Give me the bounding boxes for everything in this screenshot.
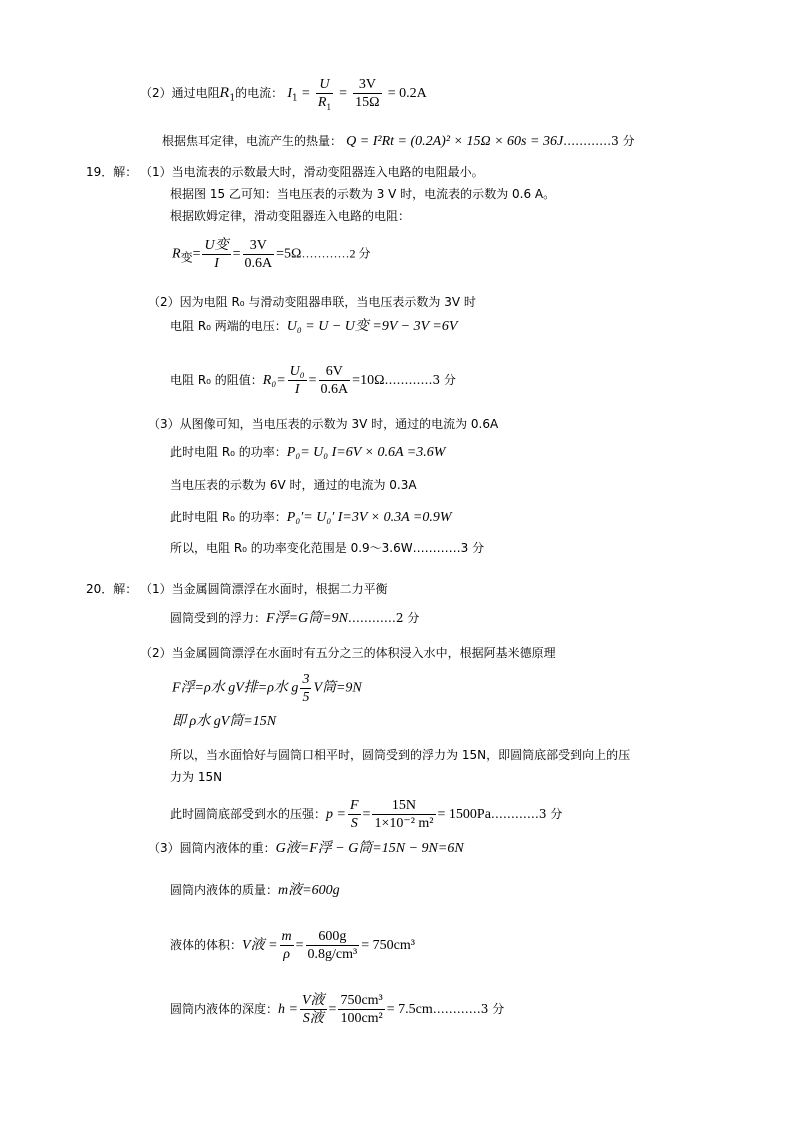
q20-p2-line2-eq-a: F浮=ρ水 gV排=ρ水 g (172, 680, 299, 696)
q20-p2-line6-label: 此时圆筒底部受到水的压强： (170, 807, 327, 821)
frac-den: 100cm² (340, 1011, 383, 1026)
q20-p1-line1: （1）当金属圆筒漂浮在水面时，根据二力平衡 (140, 582, 388, 596)
q19-p3-line2 (170, 444, 445, 461)
q19-p1-line3: 根据欧姆定律，滑动变阻器连入电路的电阻： (170, 209, 411, 223)
q19-p3-line2-label: 此时电阻 R₀ 的功率： (170, 445, 287, 459)
q19-p3-line2-equation: P₀= U₀ I=6V × 0.6A =3.6W (286, 445, 446, 460)
q20-p3-line4-result: = 7.5cm (386, 1002, 433, 1017)
h-symbol: h = (278, 1002, 298, 1017)
frac-den: S (350, 816, 358, 831)
frac-num: 3V (243, 237, 275, 255)
frac-num: 3 (302, 672, 310, 687)
q19-p2-line2-equation: U₀ = U − U变 =9V − 3V =6V (286, 319, 458, 334)
q19-p3-line1: （3）从图像可知，当电压表的示数为 3V 时，通过的电流为 0.6A (148, 417, 499, 431)
r-symbol: R (172, 246, 181, 262)
frac-den: 0.6A (244, 256, 273, 271)
fraction-v-over-s (300, 992, 327, 1027)
frac-den: 5 (302, 690, 310, 705)
frac-den: R (317, 95, 327, 110)
q18-p2-label: （2）通过电阻 (140, 86, 220, 100)
score-mark: …………3 分 (384, 373, 456, 387)
q20-p1-line2-label: 圆筒受到的浮力： (170, 611, 267, 625)
fraction-m-over-rho (280, 928, 294, 963)
fraction-6v-over-06a (319, 363, 351, 398)
r0-symbol: R₀= (262, 373, 286, 388)
q20-p3-line3: 液体的体积：V液 = $\frac{m}{\rho}$ = $\frac{600g}{\text{0.8g/cm³}}$ = 750cm³ (170, 929, 415, 962)
q20-p2-line6: 此时圆筒底部受到水的压强：p = $\frac{F}{S}$ = $\frac{15N}{\text{1×10⁻² m²}}$ = 1500Pa…………3 分 (170, 798, 563, 831)
q19-p2-line1: （2）因为电阻 R₀ 与滑动变阻器串联，当电压表示数为 3V 时 (148, 295, 476, 309)
q20-p2-line3: 即 ρ水 gV筒=15N (172, 714, 277, 729)
fraction-u-over-r1 (316, 76, 333, 111)
frac-num: U变 (204, 238, 229, 253)
score-mark: …………3 分 (432, 1002, 505, 1016)
q18-p2-label-tail: 的电流： (235, 86, 284, 100)
score-mark: …………2 分 (301, 246, 371, 261)
q20-p2-line1: （2）当金属圆筒漂浮在水面时有五分之三的体积浸入水中，根据阿基米德原理 (140, 646, 556, 660)
frac-den: S液 (302, 1011, 324, 1026)
q20-p1-line2 (170, 610, 419, 627)
fraction-600g-over-density (306, 928, 360, 963)
q20-p2-line2-eq-b: V筒=9N (313, 680, 362, 696)
q19-p2-line3-result: =10Ω (352, 373, 385, 388)
i1-sub: 1 (292, 93, 298, 104)
q19-p1-line2: 根据图 15 乙可知：当电压表的示数为 3 V 时，电流表的示数为 0.6 A。 (170, 187, 556, 201)
score-mark: …………3 分 (563, 134, 635, 148)
q19-p1-line1: （1）当电流表的示数最大时，滑动变阻器连入电路的电阻最小。 (140, 165, 484, 179)
q18-joule-line (162, 133, 635, 150)
frac-num: V液 (301, 993, 325, 1008)
q20-p2-line2 (172, 671, 362, 706)
frac-num: 750cm³ (340, 993, 383, 1008)
frac-den: 1×10⁻² m² (374, 816, 434, 831)
frac-num: U₀ (289, 364, 305, 379)
q19-p2-line3: 电阻 R₀ 的阻值：R₀= $\frac{\text{U₀}}{I}$ = $\frac{6V}{0.6A}$ =10Ω…………3 分 (170, 364, 456, 397)
q19-p3-line4-equation: P₀′= U₀′ I=3V × 0.3A =0.9W (286, 510, 452, 525)
q18-p2-result: = 0.2A (387, 86, 427, 101)
frac-den-sub: 1 (326, 101, 331, 112)
frac-den: 0.6A (320, 382, 349, 397)
q18-p2-line: （2）通过电阻$R_1$的电流： $I_1$ = $\frac{U}{R_1}$ = $\frac{3V}{15\Omega}$ = 0.2A (140, 77, 427, 112)
r1-symbol: R (219, 86, 230, 101)
q19-p3-line5: 所以，电阻 R₀ 的功率变化范围是 0.9～3.6W…………3 分 (170, 541, 485, 555)
frac-num: 600g (306, 928, 360, 946)
q19-p3-line4 (170, 509, 452, 526)
q20-p2-line6-result: = 1500Pa (437, 807, 491, 822)
frac-den: 15Ω (355, 95, 380, 110)
frac-num: 15N (372, 797, 435, 815)
q20-p3-line3-label: 液体的体积： (170, 938, 243, 952)
q19-p2-line2 (170, 318, 457, 335)
q20-p3-line2-label: 圆筒内液体的质量： (170, 883, 279, 897)
q20-p1-line2-equation: F浮=G筒=9N (266, 611, 348, 626)
q20-number: 20．解： (86, 582, 138, 596)
q20-p3-line1 (148, 840, 464, 857)
score-mark: …………2 分 (347, 611, 420, 625)
r1-sub: 1 (229, 93, 236, 104)
q19-p2-line3-label: 电阻 R₀ 的阻值： (170, 373, 263, 387)
q19-number: 19．解： (86, 165, 138, 179)
fraction-3v-over-06a (243, 237, 275, 272)
q20-p3-line3-result: = 750cm³ (361, 938, 415, 953)
v-symbol: V液 = (242, 938, 278, 953)
frac-num: F (349, 798, 359, 813)
q18-joule-label: 根据焦耳定律，电流产生的热量： (162, 134, 343, 148)
q20-p2-line4: 所以，当水面恰好与圆筒口相平时，圆筒受到的浮力为 15N，即圆筒底部受到向上的压 (170, 748, 631, 762)
q20-p3-line1-label: （3）圆筒内液体的重： (148, 841, 276, 855)
frac-num: 3V (353, 76, 381, 94)
q19-p2-line2-label: 电阻 R₀ 两端的电压： (170, 319, 287, 333)
fraction-15n-over-area (372, 797, 435, 832)
frac-num: U (316, 76, 333, 94)
p-symbol: p = (326, 807, 346, 822)
q19-p1-result: =5Ω (276, 246, 302, 262)
frac-den: I (214, 256, 219, 271)
q20-p3-line1-equation: G液=F浮 − G筒=15N − 9N=6N (275, 841, 464, 856)
r-sub: 变 (180, 250, 193, 265)
q19-p1-equation: $R_变=$ $\frac{\text{U变}}{I}$ = $\frac{3V}{0.6A}$ =5Ω…………2 分 (172, 238, 371, 271)
i1-symbol: I (287, 86, 292, 101)
q19-p3-line3: 当电压表的示数为 6V 时，通过的电流为 0.3A (170, 478, 417, 492)
frac-den: ρ (283, 947, 290, 962)
fraction-f-over-s (348, 797, 361, 832)
frac-num: 6V (319, 363, 351, 381)
q18-joule-equation: Q = I²Rt = (0.2A)² × 15Ω × 60s = 36J (346, 134, 564, 149)
fraction-u-over-i (202, 237, 230, 272)
q20-p3-line4-label: 圆筒内液体的深度： (170, 1002, 279, 1016)
frac-num: m (281, 929, 292, 944)
fraction-3v-over-15ohm (353, 76, 381, 111)
fraction-3-over-5 (300, 671, 311, 706)
score-mark: …………3 分 (490, 807, 563, 821)
q20-p3-line2-equation: m液=600g (278, 883, 340, 898)
fraction-u0-over-i (288, 363, 307, 398)
q20-p3-line4: 圆筒内液体的深度：h = $\frac{\text{V液}}{\text{S液}}$ = $\frac{\text{750cm³}}{\text{100cm²}}$ = 7.5cm…………3 分 (170, 993, 505, 1026)
q19-p3-line4-label: 此时电阻 R₀ 的功率： (170, 510, 287, 524)
frac-den: I (294, 382, 300, 397)
q20-p2-line5: 力为 15N (170, 770, 223, 784)
fraction-volume-over-area (338, 992, 384, 1027)
q20-p3-line2 (170, 882, 340, 899)
frac-den: 0.8g/cm³ (307, 947, 358, 962)
